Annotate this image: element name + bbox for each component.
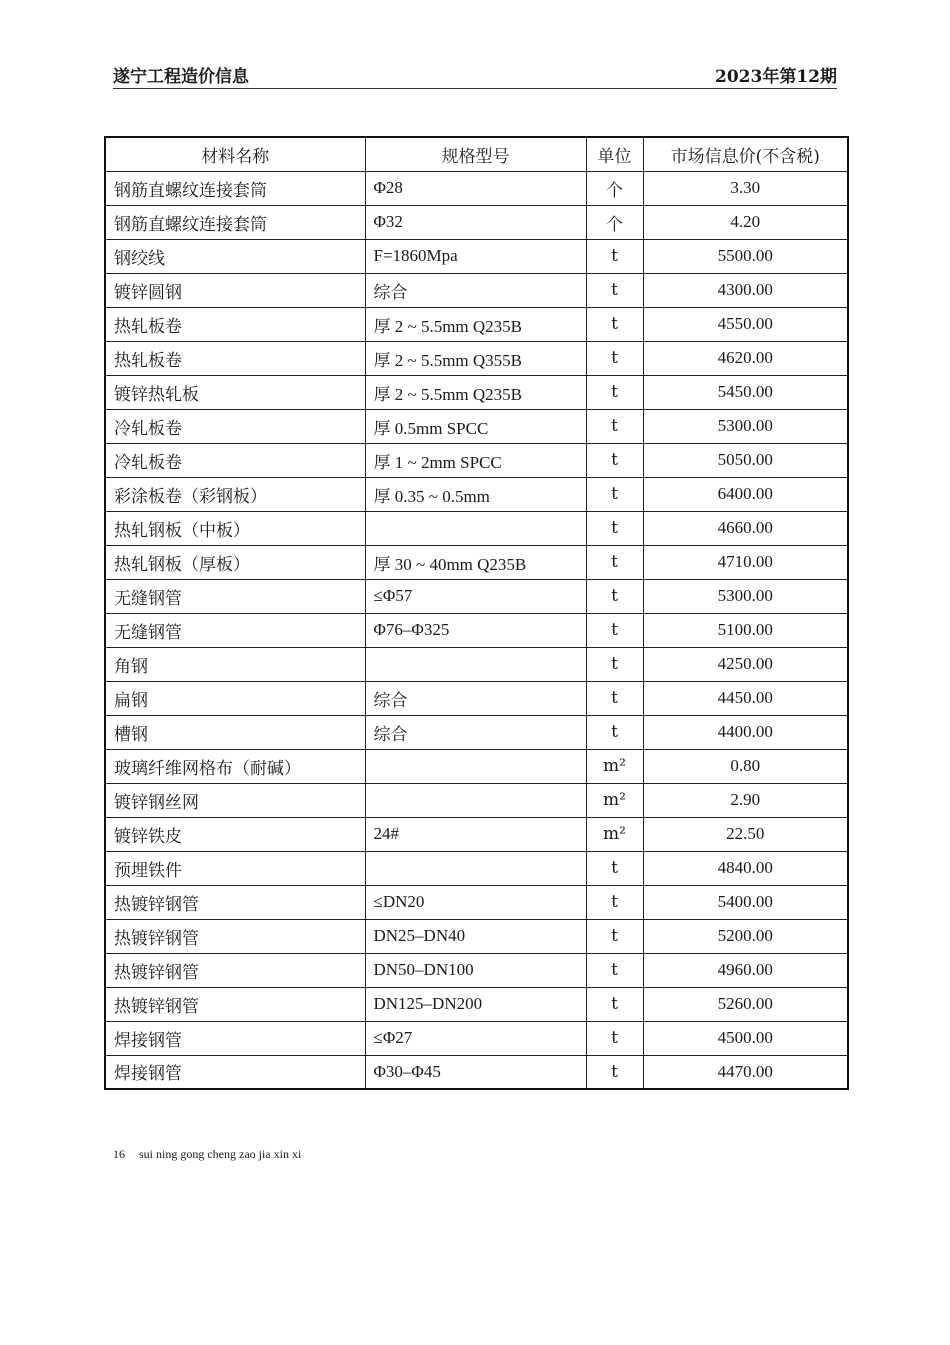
material-name-cell: 槽钢 [105,715,365,749]
unit-cell: 个 [586,205,643,239]
unit-cell: t [586,511,643,545]
unit-cell: t [586,715,643,749]
material-name-cell: 热轧板卷 [105,341,365,375]
price-cell: 4500.00 [643,1021,848,1055]
material-name-cell: 无缝钢管 [105,579,365,613]
material-name-cell: 钢筋直螺纹连接套筒 [105,205,365,239]
material-name-cell: 冷轧板卷 [105,409,365,443]
spec-cell: 厚 2 ~ 5.5mm Q355B [365,341,586,375]
price-cell: 5300.00 [643,409,848,443]
material-name-cell: 焊接钢管 [105,1021,365,1055]
material-name-cell: 镀锌圆钢 [105,273,365,307]
spec-cell [365,511,586,545]
table-row [105,171,848,205]
unit-cell: t [586,579,643,613]
price-cell: 5500.00 [643,239,848,273]
material-name-cell: 钢筋直螺纹连接套筒 [105,171,365,205]
price-cell: 4250.00 [643,647,848,681]
price-cell: 3.30 [643,171,848,205]
unit-cell: t [586,375,643,409]
price-cell: 4660.00 [643,511,848,545]
spec-cell: 厚 0.5mm SPCC [365,409,586,443]
unit-cell: 个 [586,171,643,205]
price-cell: 5400.00 [643,885,848,919]
price-cell: 22.50 [643,817,848,851]
price-cell: 0.80 [643,749,848,783]
material-name-cell: 热轧钢板（中板） [105,511,365,545]
spec-cell: DN125–DN200 [365,987,586,1021]
price-cell: 4550.00 [643,307,848,341]
table-row [105,987,848,1021]
issue-number: 2023年第12期 [715,67,837,87]
price-cell: 6400.00 [643,477,848,511]
price-cell: 4450.00 [643,681,848,715]
price-cell: 5200.00 [643,919,848,953]
table-row [105,579,848,613]
unit-cell: t [586,341,643,375]
unit-cell: t [586,987,643,1021]
spec-cell: 厚 1 ~ 2mm SPCC [365,443,586,477]
unit-cell: t [586,477,643,511]
table-row [105,613,848,647]
unit-cell: t [586,885,643,919]
unit-cell: t [586,613,643,647]
page-header [113,58,837,89]
table-row [105,545,848,579]
material-name-cell: 焊接钢管 [105,1055,365,1089]
column-header-spec: 规格型号 [365,137,586,171]
spec-cell [365,749,586,783]
material-name-cell: 热镀锌钢管 [105,885,365,919]
spec-cell: ≤Φ27 [365,1021,586,1055]
table-row [105,375,848,409]
spec-cell: Φ28 [365,171,586,205]
spec-cell [365,647,586,681]
spec-cell: 厚 2 ~ 5.5mm Q235B [365,375,586,409]
price-cell: 5450.00 [643,375,848,409]
spec-cell: Φ30–Φ45 [365,1055,586,1089]
table-row [105,273,848,307]
material-name-cell: 热镀锌钢管 [105,953,365,987]
table-row [105,1055,848,1089]
table-row [105,919,848,953]
material-name-cell: 钢绞线 [105,239,365,273]
price-cell: 5050.00 [643,443,848,477]
table-row [105,1021,848,1055]
unit-cell: m² [586,783,643,817]
material-name-cell: 玻璃纤维网格布（耐碱） [105,749,365,783]
unit-cell: t [586,239,643,273]
table-row [105,409,848,443]
material-name-cell: 热轧板卷 [105,307,365,341]
price-cell: 4470.00 [643,1055,848,1089]
publication-title: 遂宁工程造价信息 [113,67,249,87]
material-name-cell: 热轧钢板（厚板） [105,545,365,579]
table-row [105,205,848,239]
spec-cell [365,783,586,817]
footer-text: sui ning gong cheng zao jia xin xi [139,1147,302,1161]
material-name-cell: 镀锌钢丝网 [105,783,365,817]
price-cell: 4960.00 [643,953,848,987]
unit-cell: t [586,443,643,477]
spec-cell: ≤DN20 [365,885,586,919]
unit-cell: m² [586,817,643,851]
table-row [105,647,848,681]
price-cell: 4.20 [643,205,848,239]
spec-cell: ≤Φ57 [365,579,586,613]
table-row [105,715,848,749]
price-cell: 5100.00 [643,613,848,647]
table-row [105,681,848,715]
table-row [105,511,848,545]
table-row [105,239,848,273]
price-cell: 5300.00 [643,579,848,613]
price-cell: 2.90 [643,783,848,817]
header-row [105,137,848,171]
material-name-cell: 无缝钢管 [105,613,365,647]
page-number: 16 [113,1147,125,1161]
table-row [105,851,848,885]
unit-cell: t [586,1055,643,1089]
price-cell: 4300.00 [643,273,848,307]
unit-cell: t [586,1021,643,1055]
material-name-cell: 预埋铁件 [105,851,365,885]
material-name-cell: 扁钢 [105,681,365,715]
spec-cell [365,851,586,885]
material-name-cell: 角钢 [105,647,365,681]
material-name-cell: 热镀锌钢管 [105,987,365,1021]
unit-cell: t [586,545,643,579]
material-name-cell: 彩涂板卷（彩钢板） [105,477,365,511]
unit-cell: t [586,307,643,341]
unit-cell: t [586,919,643,953]
spec-cell: DN25–DN40 [365,919,586,953]
table-row [105,477,848,511]
unit-cell: m² [586,749,643,783]
table-row [105,885,848,919]
price-cell: 4710.00 [643,545,848,579]
unit-cell: t [586,647,643,681]
material-name-cell: 热镀锌钢管 [105,919,365,953]
table-row [105,783,848,817]
unit-cell: t [586,409,643,443]
table-row [105,307,848,341]
price-cell: 5260.00 [643,987,848,1021]
spec-cell: Φ32 [365,205,586,239]
table-row [105,749,848,783]
spec-cell: DN50–DN100 [365,953,586,987]
spec-cell: F=1860Mpa [365,239,586,273]
spec-cell: 厚 2 ~ 5.5mm Q235B [365,307,586,341]
spec-cell: 厚 30 ~ 40mm Q235B [365,545,586,579]
spec-cell: 综合 [365,715,586,749]
spec-cell: 24# [365,817,586,851]
table-row [105,443,848,477]
table-row [105,953,848,987]
spec-cell: 综合 [365,681,586,715]
spec-cell: Φ76–Φ325 [365,613,586,647]
column-header-unit: 单位 [586,137,643,171]
table-row [105,817,848,851]
spec-cell: 综合 [365,273,586,307]
unit-cell: t [586,273,643,307]
unit-cell: t [586,681,643,715]
material-name-cell: 镀锌热轧板 [105,375,365,409]
price-table-header [105,137,848,171]
column-header-material-name: 材料名称 [105,137,365,171]
page-footer [113,1147,301,1162]
spec-cell: 厚 0.35 ~ 0.5mm [365,477,586,511]
table-row [105,341,848,375]
price-table-body [105,171,848,1089]
price-cell: 4620.00 [643,341,848,375]
price-cell: 4400.00 [643,715,848,749]
unit-cell: t [586,953,643,987]
unit-cell: t [586,851,643,885]
column-header-price: 市场信息价(不含税) [643,137,848,171]
price-table [104,136,849,1090]
material-name-cell: 镀锌铁皮 [105,817,365,851]
material-name-cell: 冷轧板卷 [105,443,365,477]
price-cell: 4840.00 [643,851,848,885]
